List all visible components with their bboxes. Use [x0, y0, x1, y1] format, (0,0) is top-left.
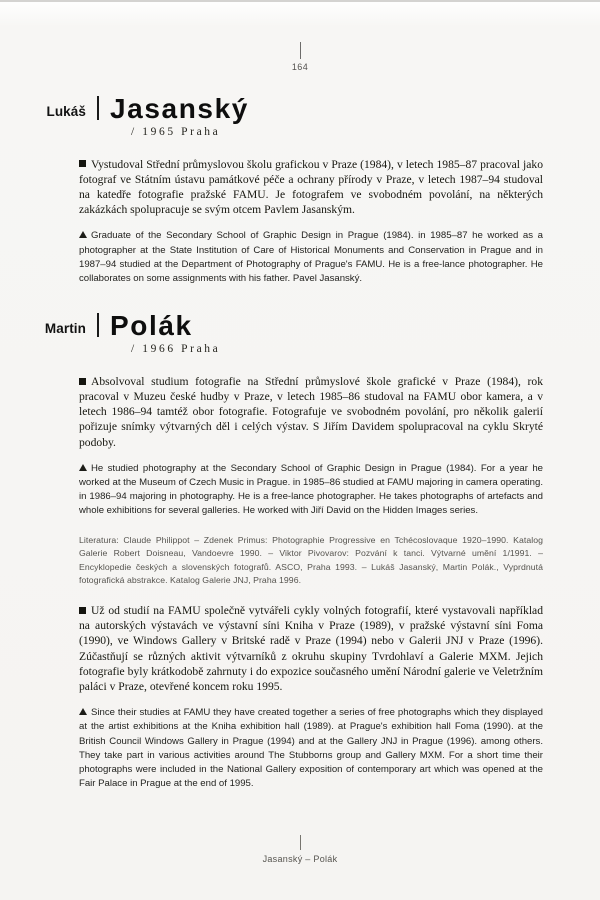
square-bullet-icon: [79, 378, 86, 385]
joint-czech-paragraph: [0, 603, 600, 694]
artist-heading-polak: [0, 312, 600, 341]
page-number: 164: [291, 62, 309, 72]
czech-bio-text: Vystudoval Střední průmyslovou školu grafickou v Praze (1984), v letech 1985–87 pracoval jako fotograf ve Státním ústavu památkové péče a ochrany přírody v Praze, v letech 1987–94 studoval na katedře fotografie pražské FAMU. Je fotografem ve svobodném povolání, na některých zakázkách spolupracuje se svým otcem Pavlem Jasanským.: [79, 157, 543, 217]
page-top-rule: [0, 0, 600, 2]
czech-bio-paragraph-polak: [0, 374, 600, 450]
english-bio-paragraph-jasansky: [0, 229, 600, 286]
triangle-bullet-icon: [79, 231, 87, 238]
footer-running-title: Jasanský – Polák: [262, 854, 338, 864]
artist-surname: Polák: [110, 310, 193, 342]
artist-first-name: Martin: [44, 320, 86, 336]
artist-surname: Jasanský: [110, 93, 249, 124]
artist-first-name: Lukáš: [46, 103, 86, 119]
artist-heading-jasansky: [0, 95, 600, 124]
joint-czech-text: Už od studií na FAMU společně vytvářeli cykly volných fotografií, které vystavovali například na autorských výstavách ve výstavní síni Kniha v Praze (1989), v pražské výstavní síni Foma (1990), ve Windows Gallery v Britské radě v Praze (1994) nebo v Galerii JNJ v Praze (1996). Zúčastňují se různých aktivit výtvarníků z okruhu skupiny Tvrdohlaví a Galerie MXM. Jejich fotografie byly krátkodobě zahrnuty i do expozice současného umění Národní galerie ve Veletržním paláci v Praze, otevřené koncem roku 1995.: [79, 603, 543, 693]
triangle-bullet-icon: [79, 708, 87, 715]
page-content: [0, 95, 600, 791]
square-bullet-icon: [79, 160, 86, 167]
czech-bio-paragraph-jasansky: [0, 157, 600, 218]
english-bio-text: He studied photography at the Secondary School of Graphic Design in Prague (1984). For a year he worked at the Museum of Czech Music in Prague. in 1985–86 studied at FAMU majoring in camera operating. in 1986–94 majoring in photography. He is a free-lance photographer. He takes photographs of artefacts and whole exhibitions for several galleries. He worked with Jiří David on the Hidden Images series.: [79, 462, 543, 517]
english-bio-text: Graduate of the Secondary School of Graphic Design in Prague (1984). in 1985–87 he worked as a photographer at the State Institution of Care of Historical Monuments and Conservation in Prague and in 1987–94 studied at the Department of Photography of Prague's FAMU. He is a free-lance photographer. He collaborates on some assignments with his father. Pavel Jasanský.: [79, 230, 543, 284]
page-folio-header: [0, 42, 600, 72]
english-bio-paragraph-polak: [0, 462, 600, 519]
footer-tick-mark: [300, 835, 301, 850]
name-divider-rule: [97, 96, 99, 120]
artist-birth-line: / 1966 Praha: [131, 342, 221, 355]
artist-birth-line: / 1965 Praha: [131, 125, 221, 138]
square-bullet-icon: [79, 607, 86, 614]
name-divider-rule: [97, 313, 99, 337]
triangle-bullet-icon: [79, 464, 87, 471]
literature-references: Literatura: Claude Philippot – Zdenek Primus: Photographie Progressive en Tchécoslovaque 1920–1990. Katalog Galerie Robert Doisneau, Vandoevre 1990. – Viktor Pivovarov: Pozvání k tanci. Výtvarné umění 1/1991. – Encyklopedie českých a slovenských fotografů. ASCO, Praha 1993. – Lukáš Jasanský, Martin Polák., Vyprdnutá fotografická abstrakce. Katalog Galerie JNJ, Praha 1996.: [79, 534, 543, 586]
page-footer: [0, 835, 600, 864]
czech-bio-text: Absolvoval studium fotografie na Střední průmyslové škole grafické v Praze (1984), rok pracoval v Muzeu české hudby v Praze, v letech 1985–86 studoval na FAMU obor kamera, a v letech 1986–94 tamtéž obor fotografie. Fotografuje ve svobodném povolání, pro několik galerií pořizuje snímky výtvarných děl i celých výstav. S Jiřím Davidem spolupracoval na cyklu Skryté podoby.: [79, 374, 543, 449]
joint-english-text: Since their studies at FAMU they have created together a series of free photographs which they displayed at the artist exhibitions at the Kniha exhibition hall (1989). at Prague's exhibition hall Foma (1990). at the British Council Windows Gallery in Prague (1994) and at the Gallery JNJ in Prague (1996). among others. They take part in various activities around The Stubborns group and Gallery MXM. For a short time their photographs were included in the National Gallery exposition of contemporary art which was opened at the Fair Palace in Prague at the end of 1995.: [79, 707, 543, 790]
folio-tick-mark: [300, 42, 301, 59]
joint-english-paragraph: [0, 706, 600, 791]
